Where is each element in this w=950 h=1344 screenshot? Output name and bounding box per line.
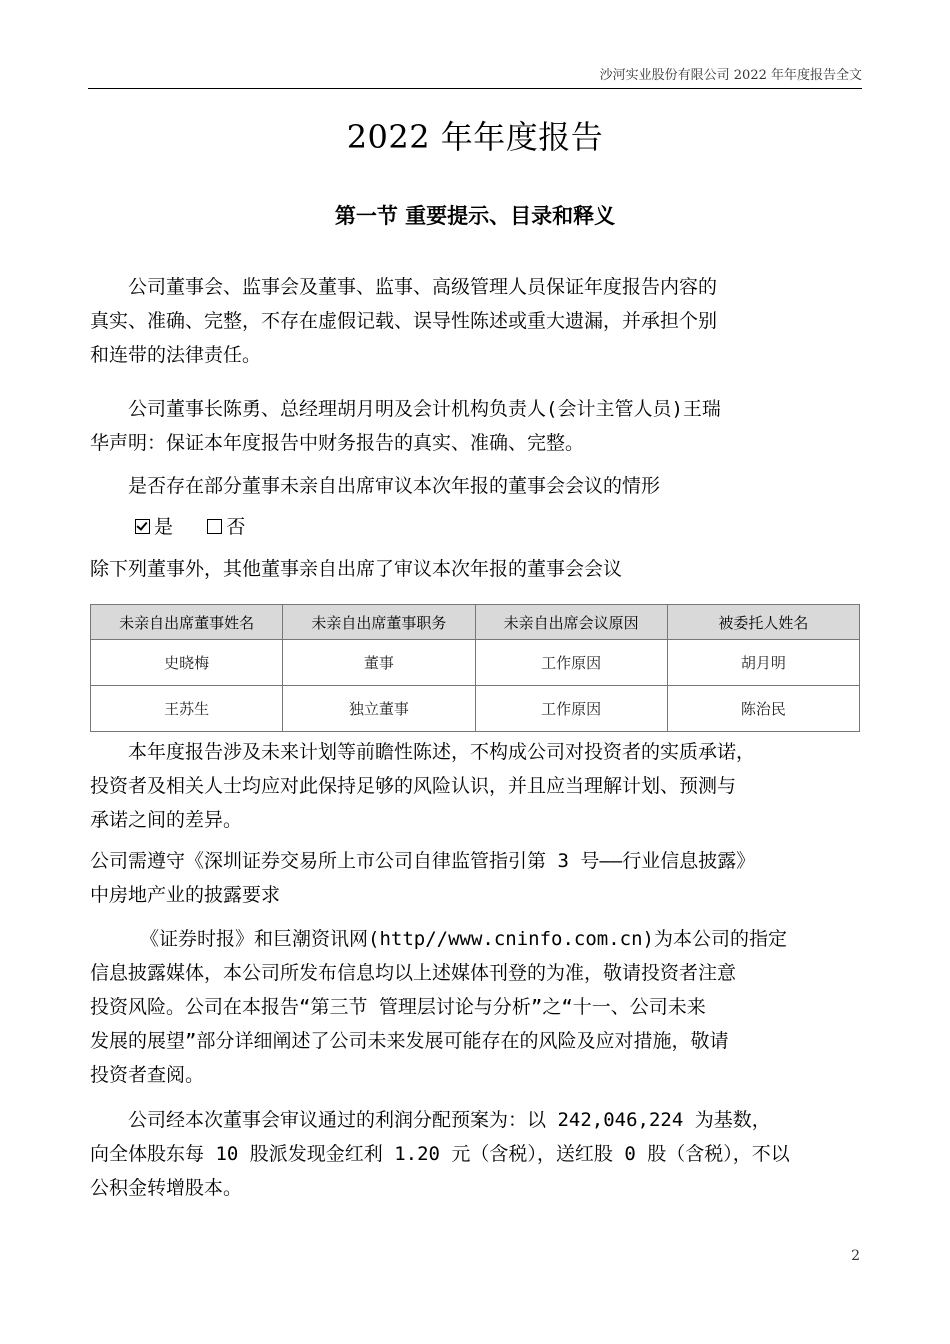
table-header-cell: 未亲自出席董事职务 [283,605,475,640]
unchecked-box-icon[interactable] [207,519,222,534]
text-line: 和连带的法律责任。 [90,344,262,366]
paragraph-disclosure-requirement [90,844,862,912]
absent-directors-table [90,604,860,732]
table-header-cell: 被委托人姓名 [667,605,859,640]
yes-no-options [135,512,245,542]
table-header-cell: 未亲自出席会议原因 [475,605,667,640]
option-yes-label: 是 [154,516,174,538]
table-row [91,640,860,686]
absent-directors-intro [90,552,862,586]
table-cell: 史晓梅 [91,640,283,686]
paragraph-board-guarantee [90,270,862,372]
text-line: 除下列董事外，其他董事亲自出席了审议本次年报的董事会会议 [90,558,623,580]
running-header: 沙河实业股份有限公司 2022 年年度报告全文 [599,68,862,83]
text-line: 向全体股东每 10 股派发现金红利 1.20 元（含税），送红股 0 股（含税），不以 [90,1143,790,1165]
text-line: 投资风险。公司在本报告“第三节 管理层讨论与分析”之“十一、公司未来 [90,996,706,1018]
text-line: 信息披露媒体，本公司所发布信息均以上述媒体刊登的为准，敬请投资者注意 [90,962,737,984]
text-line: 本年度报告涉及未来计划等前瞻性陈述，不构成公司对投资者的实质承诺， [128,741,756,763]
table-header-row [91,605,860,640]
absence-question [90,469,862,503]
page-number: 2 [851,1248,860,1264]
table-cell: 独立董事 [283,686,475,732]
text-line: 是否存在部分董事未亲自出席审议本次年报的董事会会议的情形 [128,475,661,497]
text-line: 投资者查阅。 [90,1064,205,1086]
text-line: 公积金转增股本。 [90,1177,243,1199]
table-cell: 工作原因 [475,640,667,686]
text-line: 承诺之间的差异。 [90,809,243,831]
text-line: 华声明：保证本年度报告中财务报告的真实、准确、完整。 [90,432,585,454]
paragraph-designated-media [90,922,862,1092]
table-cell: 陈治民 [667,686,859,732]
header-divider [88,88,862,89]
table-cell: 董事 [283,640,475,686]
text-line: 《证券时报》和巨潮资讯网(http//www.cninfo.com.cn)为本公司的指定 [140,928,787,950]
paragraph-profit-distribution [90,1103,862,1205]
table-row [91,686,860,732]
option-no-label: 否 [226,516,246,538]
table-cell: 胡月明 [667,640,859,686]
text-line: 真实、准确、完整，不存在虚假记载、误导性陈述或重大遗漏，并承担个别 [90,310,718,332]
paragraph-forward-looking [90,735,862,837]
table-cell: 王苏生 [91,686,283,732]
text-line: 发展的展望”部分详细阐述了公司未来发展可能存在的风险及应对措施，敬请 [90,1030,729,1052]
table-cell: 工作原因 [475,686,667,732]
paragraph-officer-statement [90,392,862,460]
section-title: 第一节 重要提示、目录和释义 [334,204,616,228]
report-title: 2022 年年度报告 [346,118,604,156]
text-line: 公司经本次董事会审议通过的利润分配预案为：以 242,046,224 为基数， [128,1109,771,1131]
text-line: 公司董事长陈勇、总经理胡月明及会计机构负责人(会计主管人员)王瑞 [128,398,721,420]
text-line: 公司董事会、监事会及董事、监事、高级管理人员保证年度报告内容的 [128,276,718,298]
text-line: 投资者及相关人士均应对此保持足够的风险认识，并且应当理解计划、预测与 [90,775,737,797]
text-line: 中房地产业的披露要求 [90,884,281,906]
text-line: 公司需遵守《深圳证券交易所上市公司自律监管指引第 3 号——行业信息披露》 [90,850,756,872]
checked-box-icon[interactable] [135,519,150,534]
table-header-cell: 未亲自出席董事姓名 [91,605,283,640]
